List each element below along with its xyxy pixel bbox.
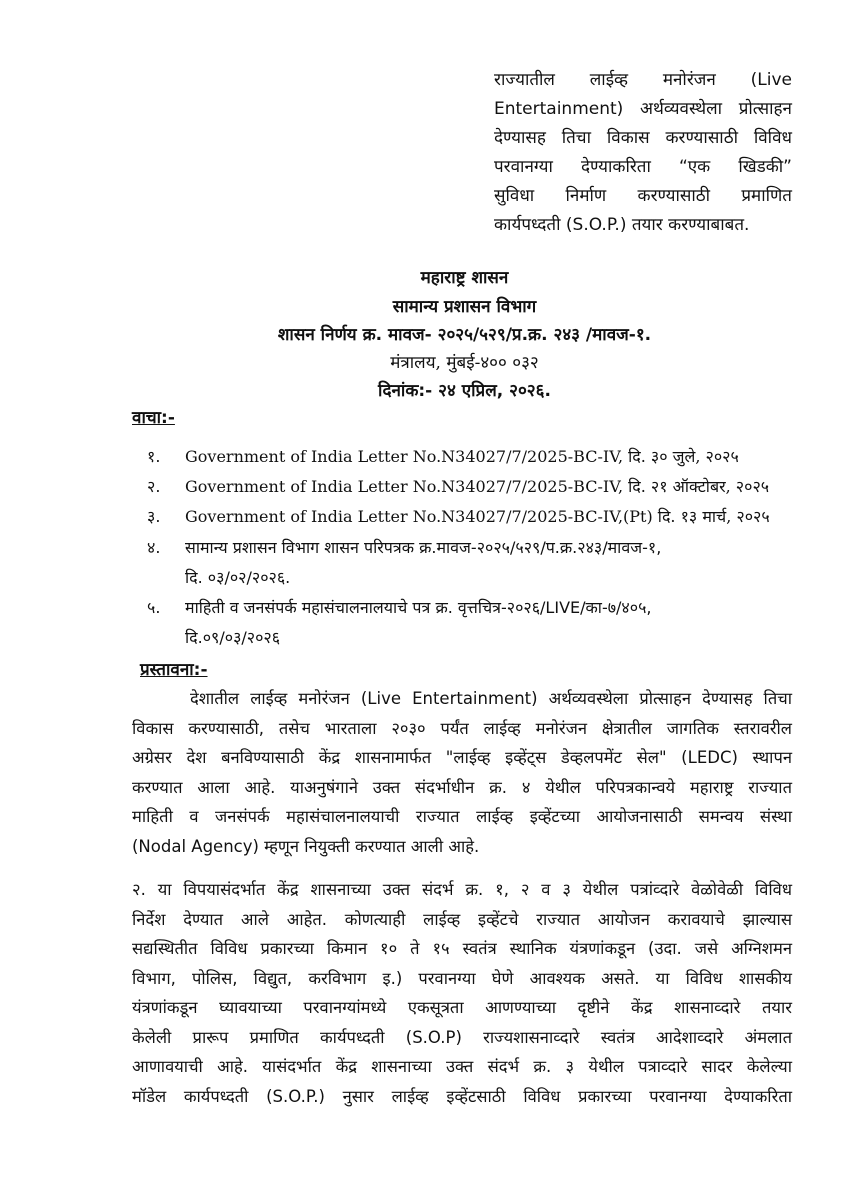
paragraph-line: यंत्रणांकडून घ्यावयाच्या परवानग्यांमध्ये एकसूत्रता आणण्याच्या दृष्टीने केंद्र शासनाव्दारे तयार: [132, 998, 792, 1017]
preamble-paragraph-1: [132, 684, 792, 861]
paragraph-line: (Nodal Agency) म्हणून नियुक्ती करण्यात आली आहे.: [132, 836, 480, 856]
gr-number: शासन निर्णय क्र. मावज- २०२५/५२९/प्र.क्र. २४३ /मावज-१.: [277, 325, 652, 345]
reference-continuation: दि. ०३/०२/२०२६.: [185, 568, 291, 587]
government-title: महाराष्ट्र शासन: [420, 268, 509, 288]
reference-text: सामान्य प्रशासन विभाग शासन परिपत्रक क्र.मावज-२०२५/५२९/प.क्र.२४३/मावज-१,: [185, 538, 662, 557]
paragraph-line: मॉडेल कार्यपध्दती (S.O.P.) नुसार लाईव्ह इव्हेंटसाठी विविध प्रकारच्या परवानग्या देण्याकरिता: [132, 1086, 792, 1106]
subject-block: [494, 66, 792, 240]
subject-line: परवानग्या देण्याकरिता “एक खिडकी”: [494, 157, 792, 177]
reference-item: [147, 445, 739, 467]
paragraph-line: अग्रेसर देश बनविण्यासाठी केंद्र शासनामार्फत "लाईव्ह इव्हेंट्स डेव्हलपमेंट सेल" (LEDC) स्थापन: [132, 748, 792, 767]
paragraph-line: निर्देश देण्यात आले आहेत. कोणत्याही लाईव्ह इव्हेंटचे राज्यात आयोजन करावयाचे झाल्यास: [132, 909, 792, 929]
paragraph-line: माहिती व जनसंपर्क महासंचालनालयाची राज्यात लाईव्ह इव्हेंटच्या आयोजनासाठी समन्वय संस्था: [132, 807, 792, 826]
preamble-paragraph-2: [132, 875, 792, 1111]
paragraph-line: केलेली प्रारूप प्रमाणित कार्यपध्दती (S.O.P) राज्यशासनाव्दारे स्वतंत्र आदेशाव्दारे अंमलात: [132, 1027, 792, 1047]
address: मंत्रालय, मुंबई-४०० ०३२: [390, 353, 539, 373]
preamble-label: प्रस्तावना:-: [140, 660, 208, 680]
reference-number: ३.: [147, 507, 161, 526]
subject-line: देण्यासह तिचा विकास करण्यासाठी विविध: [494, 128, 792, 148]
read-label: वाचा:-: [132, 408, 175, 428]
department-title: सामान्य प्रशासन विभाग: [392, 297, 537, 317]
reference-text: Government of India Letter No.N34027/7/2025-BC-IV, दि. ३० जुले, २०२५: [185, 447, 739, 466]
reference-number: २.: [147, 477, 161, 496]
paragraph-line: करण्यात आला आहे. याअनुषंगाने उक्त संदर्भाधीन क्र. ४ येथील परिपत्रकान्वये महाराष्ट्र राज्यात: [132, 777, 792, 797]
reference-text: Government of India Letter No.N34027/7/2025-BC-IV, दि. २१ ऑक्टोबर, २०२५: [185, 477, 770, 496]
subject-line: कार्यपध्दती (S.O.P.) तयार करण्याबाबत.: [494, 215, 750, 235]
subject-line: Entertainment) अर्थव्यवस्थेला प्रोत्साहन: [494, 99, 792, 119]
subject-line: राज्यातील लाईव्ह मनोरंजन (Live: [494, 70, 792, 90]
reference-item: [147, 596, 652, 647]
reference-number: ४.: [147, 538, 161, 557]
reference-number: ५.: [147, 598, 161, 617]
reference-number: १.: [147, 447, 161, 466]
paragraph-line: विकास करण्यासाठी, तसेच भारताला २०३० पर्यंत लाईव्ह मनोरंजन क्षेत्रातील जागतिक स्तरावरील: [132, 718, 792, 738]
paragraph-line: सद्यस्थितीत विविध प्रकारच्या किमान १० ते १५ स्वतंत्र स्थानिक यंत्रणांकडून (उदा. जसे अग्निशमन: [132, 939, 792, 958]
reference-item: [147, 475, 769, 497]
paragraph-line: २. या विपयासंदर्भात केंद्र शासनाच्या उक्त संदर्भ क्र. १, २ व ३ येथील पत्रांव्दारे वेळोवेळी विविध: [132, 880, 792, 899]
reference-text: Government of India Letter No.N34027/7/2025-BC-IV,(Pt) दि. १३ मार्च, २०२५: [185, 507, 770, 526]
reference-item: [147, 505, 770, 527]
reference-continuation: दि.०९/०३/२०२६: [185, 628, 281, 647]
reference-item: [147, 536, 662, 587]
reference-text: माहिती व जनसंपर्क महासंचालनालयाचे पत्र क्र. वृत्तचित्र-२०२६/LIVE/का-७/४०५,: [185, 598, 652, 617]
paragraph-line: देशातील लाईव्ह मनोरंजन (Live Entertainment) अर्थव्यवस्थेला प्रोत्साहन देण्यासह तिचा: [190, 689, 792, 708]
subject-line: सुविधा निर्माण करण्यासाठी प्रमाणित: [494, 186, 792, 206]
paragraph-line: आणावयाची आहे. यासंदर्भात केंद्र शासनाच्या उक्त संदर्भ क्र. ३ येथील पत्राव्दारे सादर केलेल्या: [132, 1057, 792, 1076]
document-date: दिनांक:- २४ एप्रिल, २०२६.: [378, 381, 551, 401]
paragraph-line: विभाग, पोलिस, विद्युत, करविभाग इ.) परवानग्या घेणे आवश्यक असते. या विविध शासकीय: [132, 968, 792, 988]
